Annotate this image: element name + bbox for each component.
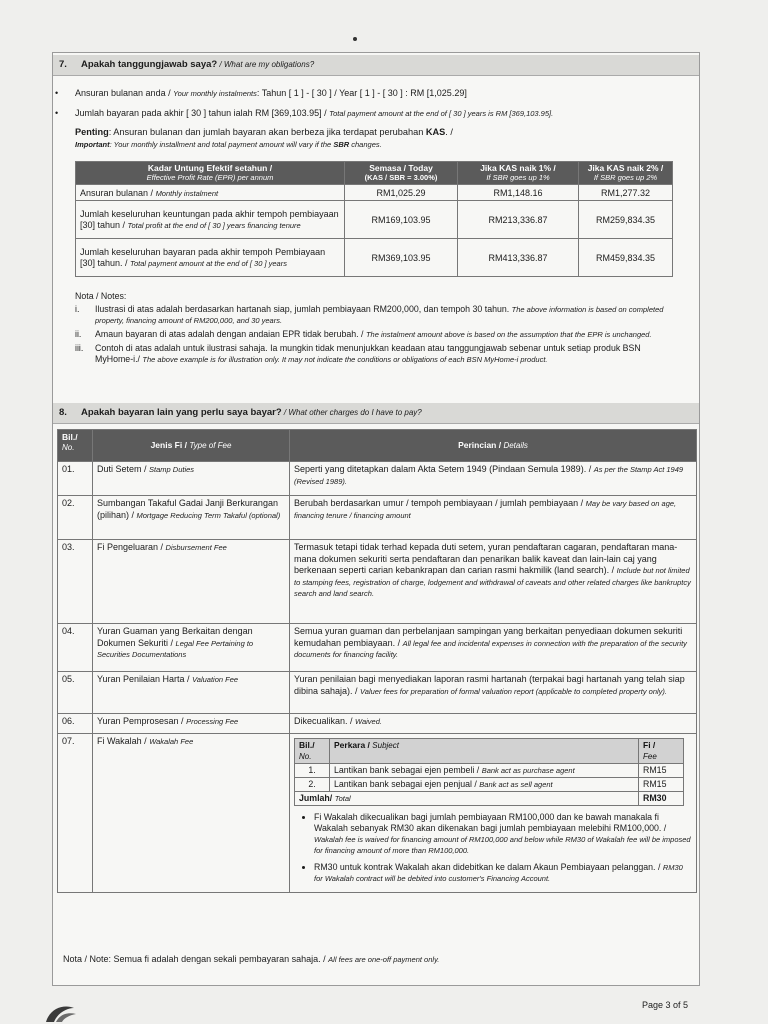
value-up2: RM1,277.32	[579, 185, 673, 201]
details-text: Berubah berdasarkan umur / tempoh pembiayaan / jumlah pembiayaan /	[294, 498, 586, 508]
row-label-en: Total profit at the end of [ 30 ] years financing tenure	[127, 220, 301, 230]
total-label-text: Jumlah/	[299, 793, 335, 803]
fee-type-text: Yuran Guaman yang Berkaitan dengan Dokumen Sekuriti /	[97, 626, 253, 648]
note-text: Ilustrasi di atas adalah berdasarkan hartanah siap, jumlah pembiayaan RM200,000, dan tempoh 30 tahun.	[95, 304, 512, 314]
fee-type-en: Legal Fee Pertaining to Securities Documentations	[97, 638, 254, 659]
fee-details	[290, 540, 697, 624]
header-label-en: No.	[299, 752, 312, 761]
section-title-en: / What are my obligations?	[217, 60, 315, 69]
bullet-instalment: • Ansuran bulanan anda / Your monthly instalments: Tahun [ 1 ] - [ 30 ] / Year [ 1 ] - [ 30 ] : RM [1,025.29]	[55, 88, 467, 98]
important-tail: . /	[445, 127, 453, 137]
value-up2: RM459,834.35	[579, 239, 673, 277]
up2-header	[579, 162, 673, 185]
subject-text-en: Bank act as purchase agent	[481, 766, 575, 775]
sub-fee-header	[639, 739, 684, 764]
header-label: Jika KAS naik 2% /	[587, 163, 664, 173]
fee-type	[93, 540, 290, 624]
header-label: Semasa / Today	[369, 163, 433, 173]
subject-text: Lantikan bank sebagai ejen pembeli /	[334, 765, 482, 775]
header-label: Bil./	[62, 432, 78, 442]
note-item	[75, 343, 675, 365]
epr-table	[75, 161, 673, 277]
notes-block	[75, 291, 675, 365]
fee-type-en: Wakalah Fee	[149, 737, 194, 746]
header-label-en: Details	[503, 441, 528, 450]
fee-type	[93, 496, 290, 540]
bullet-text-en: RM30 for Wakalah contract will be debited into customer's Financing Account.	[314, 863, 683, 883]
fee-details	[290, 462, 697, 496]
fee-details	[290, 714, 697, 734]
header-label-en: If SBR goes up 2%	[593, 173, 658, 182]
header-label-en: Effective Profit Rate (EPR) per annum	[146, 173, 274, 182]
sub-no-header	[295, 739, 330, 764]
section-number: 8.	[59, 407, 67, 418]
sub-subject-header	[330, 739, 639, 764]
table-row	[58, 462, 697, 496]
row-label-text: Jumlah keseluruhan keuntungan pada akhir tempoh pembiayaan [30] tahun /	[80, 208, 339, 230]
no-header	[58, 430, 93, 462]
row-label-en: Monthly instalment	[155, 188, 219, 198]
table-row-wakalah	[58, 734, 697, 893]
sub-row	[295, 778, 684, 792]
table-row	[58, 540, 697, 624]
fee-type-text: Sumbangan Takaful Gadai Janji Berkurangan (pilihan) /	[97, 498, 278, 520]
details-text-en: May be vary based on age, financing tenure / financing amount	[294, 499, 677, 520]
fee-type	[93, 672, 290, 714]
table-row	[76, 201, 673, 239]
table-row	[58, 714, 697, 734]
fee-details	[290, 496, 697, 540]
subject-text: Lantikan bank sebagai ejen penjual /	[334, 779, 480, 789]
sub-total-row	[295, 792, 684, 806]
fee-details	[290, 672, 697, 714]
fee-type-en: Mortgage Reducing Term Takaful (optional)	[136, 510, 281, 520]
row-number: 07.	[58, 734, 93, 893]
details-text: Yuran penilaian bagi menyediakan laporan rasmi hartanah (terpakai bagi hartanah yang telah siap dibina sahaja). /	[294, 674, 685, 696]
header-label-en: Type of Fee	[189, 441, 232, 450]
bullet-total-payment: • Jumlah bayaran pada akhir [ 30 ] tahun ialah RM [369,103.95] / Total payment amount at the end of [ 30 ] years is RM [369,103.95].	[55, 108, 554, 118]
section-7-header	[53, 55, 699, 76]
row-number: 01.	[58, 462, 93, 496]
details-text-en: Valuer fees for preparation of formal valuation report (applicable to completed property only).	[360, 686, 668, 696]
note-text: Contoh di atas adalah untuk ilustrasi sahaja. Ia mungkin tidak menunjukkan keadaan atau tanggungjawab sebenar untuk setiap produk BSN MyHome-i./	[95, 343, 641, 364]
note-number: iii.	[75, 343, 84, 353]
details-text: Termasuk tetapi tidak terhad kepada duti setem, yuran pendaftaran cagaran, pendaftaran mana-mana dokumen sekuriti serta pendaftaran dan penarikan balik kaveat dan lain-lain caj yang berkenaan seperti carian kebankrapan dan carian rasmi hakmilik (land search). /	[294, 542, 678, 575]
note-item	[75, 329, 675, 340]
important-note	[75, 126, 685, 151]
details-text: Semua yuran guaman dan perbelanjaan sampingan yang berkaitan penyediaan dokumen sekuriti kemudahan pembiayaan. /	[294, 626, 683, 648]
today-header	[345, 162, 458, 185]
important-tail-en: changes.	[349, 140, 382, 149]
row-number: 06.	[58, 714, 93, 734]
header-label: Fi /	[643, 740, 656, 750]
wakalah-subtable	[294, 738, 684, 806]
fee-details	[290, 624, 697, 672]
value-up1: RM1,148.16	[458, 185, 579, 201]
header-label-en: Subject	[372, 741, 399, 750]
table-row	[58, 624, 697, 672]
note-text-en: The above information is based on completed property, financing amount of RM200,000, and 30 years.	[95, 305, 664, 325]
up1-header	[458, 162, 579, 185]
important-text: : Ansuran bulanan dan jumlah bayaran akan berbeza jika terdapat perubahan	[108, 127, 426, 137]
section-title: Apakah bayaran lain yang perlu saya bayar?	[81, 407, 282, 418]
sub-row-number: 1.	[295, 764, 330, 778]
important-label-en: Important	[75, 140, 110, 149]
header-label-en: If SBR goes up 1%	[486, 173, 550, 182]
note-text: Nota / Note: Semua fi adalah dengan sekali pembayaran sahaja. /	[63, 954, 329, 964]
details-text-en: Include but not limited to stamping fees, registration of charge, lodgement and withdrawal of caveats and other related charges like bankruptcy search and land search.	[294, 566, 691, 598]
bullet-text: Ansuran bulanan anda /	[75, 88, 174, 98]
fee-type-en: Disbursement Fee	[165, 543, 227, 552]
fee-type-text: Duti Setem /	[97, 464, 150, 474]
header-label: Perkara /	[334, 740, 373, 750]
header-label-en: (KAS / SBR = 3.00%)	[364, 173, 438, 182]
wakalah-bullets	[294, 812, 692, 884]
value-today: RM169,103.95	[345, 201, 458, 239]
note-number: i.	[75, 304, 80, 314]
total-value: RM30	[639, 792, 684, 806]
table-row	[76, 239, 673, 277]
row-number: 02.	[58, 496, 93, 540]
important-text-en: : Your monthly installment and total payment amount will vary if the	[109, 140, 334, 149]
header-label: Jenis Fi /	[150, 440, 190, 450]
bullet-tail: : Tahun [ 1 ] - [ 30 ] / Year [ 1 ] - [ 30 ] : RM [1,025.29]	[256, 88, 467, 98]
section-number: 7.	[59, 59, 67, 70]
wakalah-bullet	[314, 812, 692, 856]
wakalah-bullet	[314, 862, 692, 884]
sub-subject	[330, 778, 639, 792]
important-label: Penting	[75, 127, 109, 137]
subject-text-en: Bank act as sell agent	[479, 780, 553, 789]
epr-header	[76, 162, 345, 185]
total-label	[295, 792, 639, 806]
fee-type	[93, 462, 290, 496]
row-number: 05.	[58, 672, 93, 714]
page-number: Page 3 of 5	[641, 1000, 688, 1010]
sub-fee: RM15	[639, 778, 684, 792]
fee-type-en: Processing Fee	[186, 717, 239, 726]
fee-type-en: Stamp Duties	[149, 465, 195, 474]
sbr-label: SBR	[333, 140, 350, 149]
header-label-en: Fee	[643, 752, 657, 761]
document-page	[52, 52, 700, 986]
fee-details	[290, 734, 697, 893]
scan-dot	[353, 37, 357, 41]
details-text: Dikecualikan. /	[294, 716, 356, 726]
note-text-en: The above example is for illustration only. It may not indicate the conditions or obligations of each BSN MyHome-i product.	[142, 355, 548, 364]
row-number: 04.	[58, 624, 93, 672]
section-title: Apakah tanggungjawab saya?	[81, 59, 218, 70]
header-label: Bil./	[299, 740, 315, 750]
note-text-en: All fees are one-off payment only.	[328, 955, 440, 964]
value-up1: RM413,336.87	[458, 239, 579, 277]
note-text-en: The instalment amount above is based on the assumption that the EPR is unchanged.	[365, 330, 652, 339]
row-label	[76, 239, 345, 277]
sub-fee: RM15	[639, 764, 684, 778]
note-number: ii.	[75, 329, 82, 339]
sub-row-number: 2.	[295, 778, 330, 792]
fee-type-text: Fi Wakalah /	[97, 736, 150, 746]
bullet-text: Fi Wakalah dikecualikan bagi jumlah pembiayaan RM100,000 dan ke bawah manakala fi Wakalah sebanyak RM30 akan dikenakan bagi jumlah pembiayaan melebihi RM100,000. /	[314, 812, 667, 833]
total-label-en: Total	[334, 794, 351, 803]
fee-type	[93, 624, 290, 672]
row-label-text: Jumlah keseluruhan bayaran pada akhir tempoh Pembiayaan [30] tahun. /	[80, 246, 326, 268]
row-label	[76, 201, 345, 239]
note-item	[75, 304, 675, 326]
details-text: Seperti yang ditetapkan dalam Akta Setem 1949 (Pindaan Semula 1989). /	[294, 464, 594, 474]
header-label-en: No.	[62, 443, 75, 452]
row-label-text: Ansuran bulanan /	[80, 187, 156, 198]
notes-title: Nota / Notes:	[75, 291, 127, 301]
fee-type-text: Yuran Penilaian Harta /	[97, 674, 193, 684]
type-header	[93, 430, 290, 462]
fee-type-text: Yuran Pemprosesan /	[97, 716, 187, 726]
table-row	[58, 496, 697, 540]
row-label-en: Total payment amount at the end of [ 30 ] years	[130, 258, 287, 268]
bullet-text-en: Wakalah fee is waived for financing amount of RM100,000 and below while RM30 of Wakalah fee will be imposed for financing amount of more than RM100,000.	[314, 835, 691, 855]
table-row	[76, 185, 673, 201]
row-label	[76, 185, 345, 201]
charges-table	[57, 429, 697, 893]
value-up2: RM259,834.35	[579, 201, 673, 239]
header-label: Kadar Untung Efektif setahun /	[147, 163, 273, 173]
details-header	[290, 430, 697, 462]
bullet-text: Jumlah bayaran pada akhir [ 30 ] tahun ialah RM [369,103.95] /	[75, 108, 330, 118]
details-text-en: Waived.	[355, 717, 382, 726]
fees-note	[63, 953, 693, 966]
value-today: RM1,025.29	[345, 185, 458, 201]
kas-label: KAS	[425, 127, 446, 137]
note-text: Amaun bayaran di atas adalah dengan andaian EPR tidak berubah. /	[95, 329, 366, 339]
fee-type-text: Fi Pengeluaran /	[97, 542, 166, 552]
bullet-text-en: Total payment amount at the end of [ 30 ] years is RM [369,103.95].	[329, 109, 554, 118]
fee-type	[93, 734, 290, 893]
details-text-en: All legal fee and incidental expenses in connection with the preparation of the security documents for financing facility.	[294, 638, 687, 659]
section-8-header	[53, 403, 699, 424]
header-label: Perincian /	[458, 440, 504, 450]
table-row	[58, 672, 697, 714]
header-label: Jika KAS naik 1% /	[480, 163, 556, 173]
bank-logo-icon	[40, 1002, 80, 1024]
fee-type	[93, 714, 290, 734]
sub-row	[295, 764, 684, 778]
row-number: 03.	[58, 540, 93, 624]
value-today: RM369,103.95	[345, 239, 458, 277]
details-text-en: As per the Stamp Act 1949 (Revised 1989).	[294, 465, 684, 486]
fee-type-en: Valuation Fee	[192, 675, 239, 684]
sub-subject	[330, 764, 639, 778]
bullet-text: RM30 untuk kontrak Wakalah akan didebitkan ke dalam Akaun Pembiayaan pelanggan. /	[314, 862, 663, 872]
bullet-text-en: Your monthly instalments	[173, 89, 257, 98]
section-title-en: / What other charges do I have to pay?	[281, 408, 422, 417]
value-up1: RM213,336.87	[458, 201, 579, 239]
